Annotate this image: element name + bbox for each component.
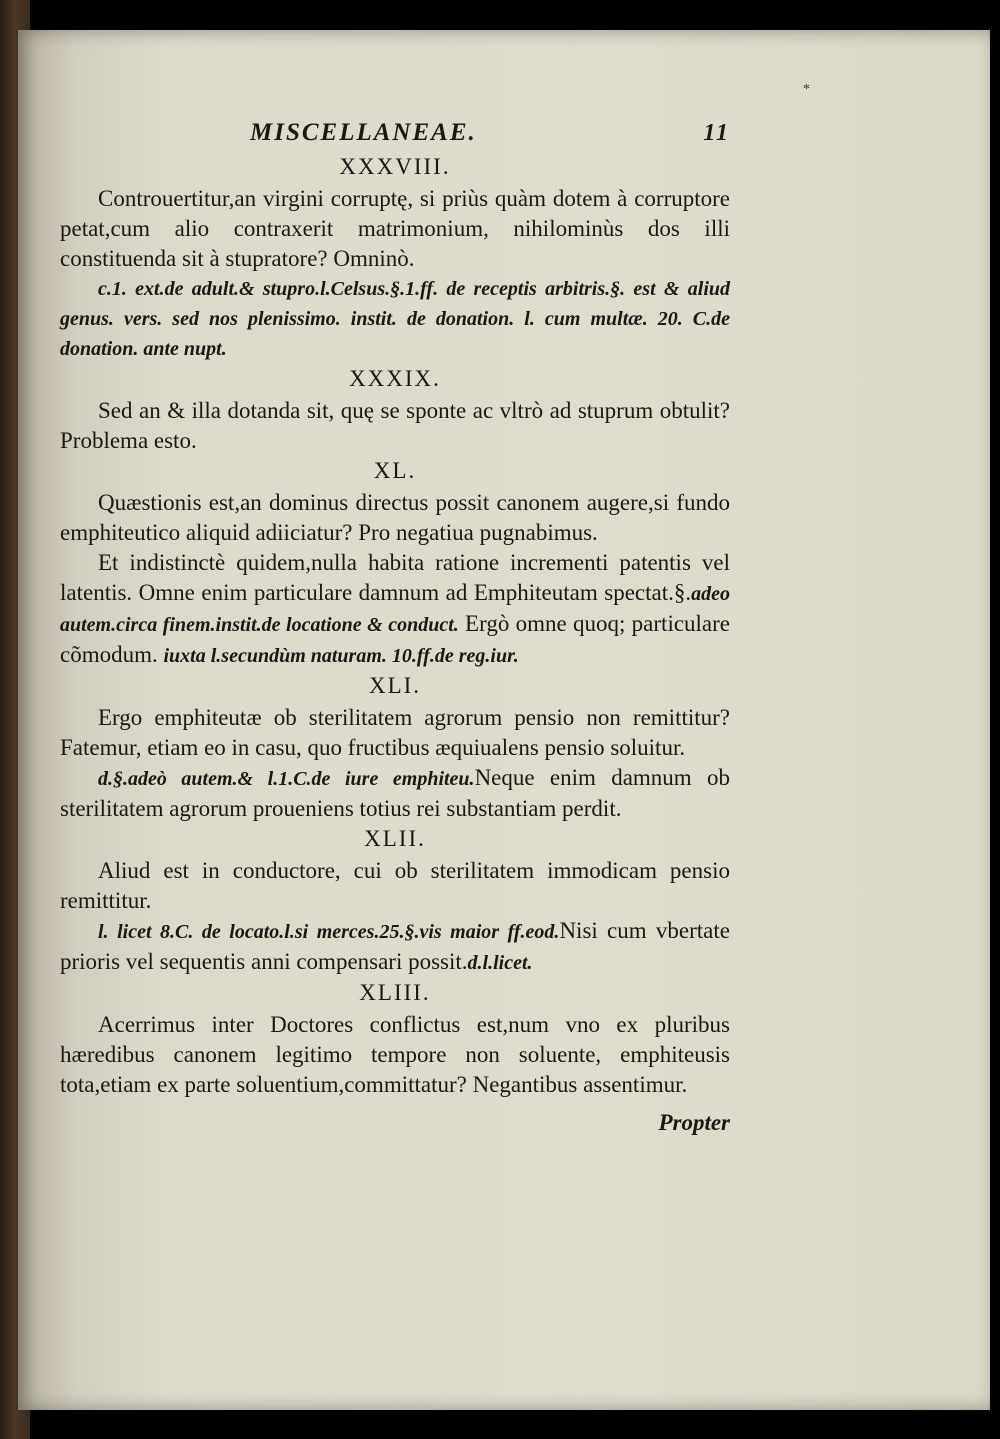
section-number: XL. (373, 458, 417, 483)
section-paragraph: Ergo emphiteutæ ob sterilitatem agrorum pensio non remittitur?Fatemur, etiam eo in casu, quo fructibus æquiualens pensio soluitur. (60, 705, 730, 760)
section-paragraph: Quæstionis est,an dominus directus possit canonem augere,si fundo emphiteutico aliquid adiiciatur? Pro negatiua pugnabimus. (60, 490, 730, 545)
legal-citation: d.l.licet. (467, 952, 533, 974)
legal-citation: l. licet 8.C. de locato.l.si merces.25.§.vis maior ff.eod. (98, 921, 560, 943)
corner-mark: * (803, 82, 810, 97)
section-number: XLIII. (359, 980, 431, 1005)
legal-citation: adeo autem.circa finem.instit.de locatione & conduct. (60, 583, 730, 636)
catchword: Propter (658, 1110, 730, 1135)
paragraph-text: Ergò omne quoq; particulare cõmodum. (60, 611, 731, 667)
section-number: XLII. (364, 826, 426, 851)
section-paragraph-with-citation (60, 916, 730, 978)
legal-citation: d.§.adeò autem.& l.1.C.de iure emphiteu. (98, 768, 475, 790)
paragraph-text: Neque enim damnum ob sterilitatem agrorum proueniens totius rei substantiam perdit. (60, 765, 730, 821)
section-number: XXXIX. (349, 366, 441, 391)
paper-leaf (18, 30, 990, 1410)
legal-citation: c.1. ext.de adult.& stupro.l.Celsus.§.1.ff. de receptis arbitris.§. est & aliud genus. vers. sed nos plenissimo. instit. de donation. l. cum multæ. 20. C.de donation. ante nupt. (60, 278, 730, 360)
legal-citation: iuxta l.secundùm naturam. 10.ff.de reg.iur. (163, 645, 519, 667)
text-block (60, 118, 730, 1138)
paragraph-text: Et indistinctè quidem,nulla habita ratione incrementi patentis vel latentis. Omne enim particulare damnum ad Emphiteutam spectat.§. (60, 550, 730, 605)
section-paragraph: Sed an & illa dotanda sit, quę se sponte ac vltrò ad stuprum obtulit?Problema esto. (60, 398, 730, 453)
section-paragraph: Controuertitur,an virgini corruptę, si priùs quàm dotem à corruptore petat,cum alio contraxerit matrimonium, nihilominùs dos illi constituenda sit à stupratore? Omninò. (60, 186, 730, 271)
running-head (60, 118, 730, 152)
section-paragraph-with-citation (60, 763, 730, 824)
paragraph-text: Nisi cum vbertate prioris vel sequentis anni compensari possit. (60, 918, 730, 974)
section-paragraph-with-citation (60, 548, 730, 671)
page-number: 11 (703, 120, 730, 146)
section-number: XLI. (368, 673, 422, 698)
section-number: XXXVIII. (339, 154, 451, 179)
section-paragraph: Acerrimus inter Doctores conflictus est,num vno ex pluribus hæredibus canonem legitimo tempore non soluente, emphiteusis tota,etiam ex parte soluentium,committatur? Negantibus assentimur. (60, 1012, 730, 1097)
section-paragraph: Aliud est in conductore, cui ob sterilitatem immodicam pensio remittitur. (60, 858, 730, 913)
running-head-title: MISCELLANEAE. (250, 119, 477, 146)
